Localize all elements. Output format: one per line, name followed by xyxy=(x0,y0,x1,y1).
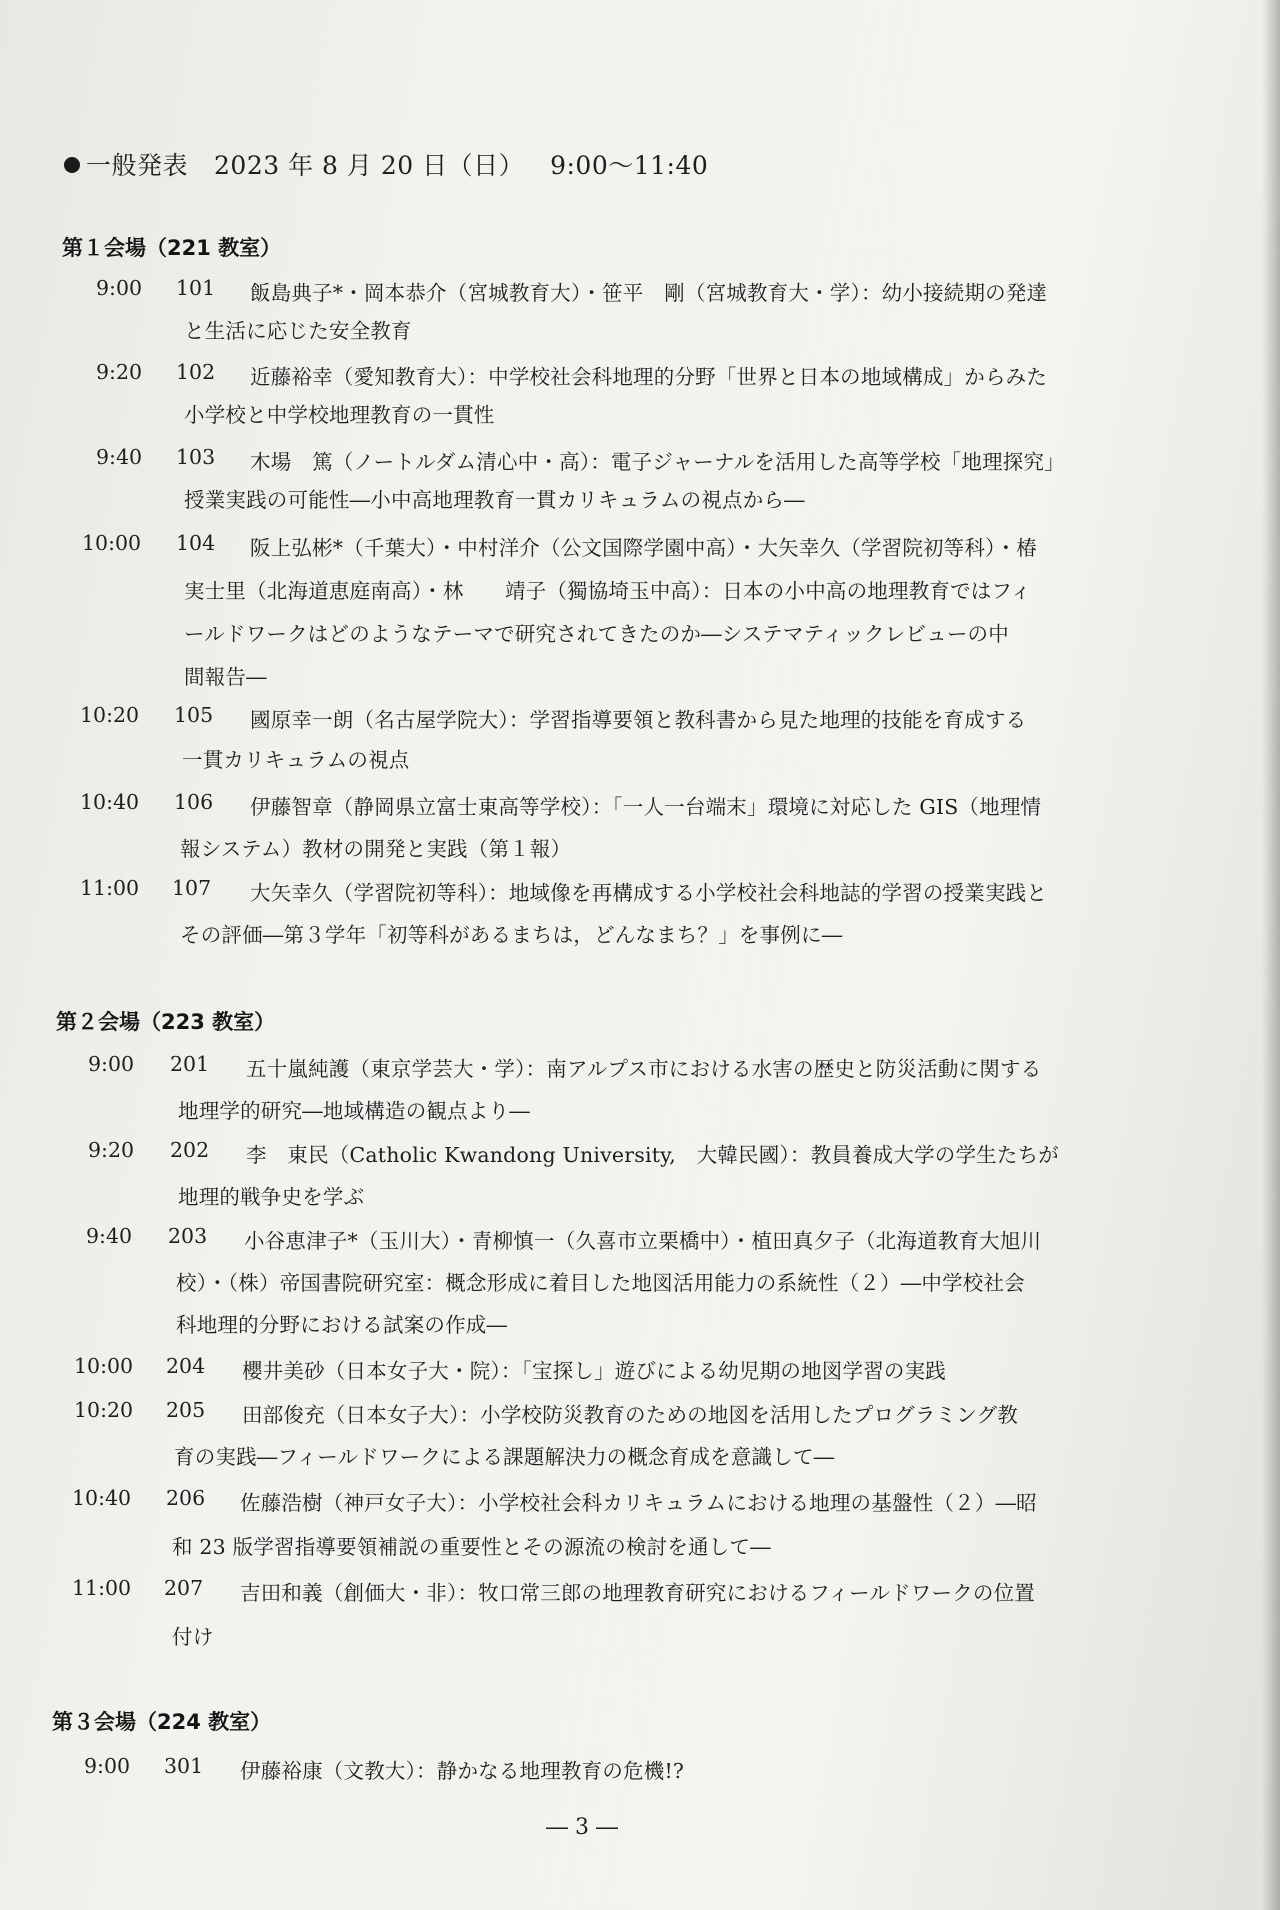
entry-code: 203 xyxy=(168,1224,208,1248)
entry-text-line: 地理学的研究―地域構造の観点より― xyxy=(178,1099,530,1123)
entry-time: 10:00 xyxy=(82,531,142,555)
session-time: 9:00〜11:40 xyxy=(550,151,709,180)
entry-code: 101 xyxy=(176,276,216,300)
entry-text-line: 田部俊充（日本女子大）：小学校防災教育のための地図を活用したプログラミング教 xyxy=(242,1403,1018,1427)
entry-time: 10:40 xyxy=(80,790,140,814)
session-title: 一般発表 xyxy=(86,151,189,180)
entry-code: 201 xyxy=(170,1052,210,1076)
entry-time: 9:20 xyxy=(88,1138,135,1162)
entry-text-line: ールドワークはどのようなテーマで研究されてきたのか―システマティックレビューの中 xyxy=(184,622,1009,646)
entry-text-line: その評価―第３学年「初等科があるまちは，どんなまち？」を事例に― xyxy=(180,923,843,947)
entry-text-line: 授業実践の可能性―小中高地理教育一貫カリキュラムの視点から― xyxy=(184,488,805,512)
entry-text-line: 阪上弘彬*（千葉大）・中村洋介（公文国際学園中高）・大矢幸久（学習院初等科）・椿 xyxy=(250,536,1037,560)
entry-text-line: 伊藤智章（静岡県立富士東高等学校）：「一人一台端末」環境に対応した GIS（地理情 xyxy=(250,795,1042,819)
entry-code: 206 xyxy=(166,1486,206,1510)
entry-time: 9:00 xyxy=(88,1052,135,1076)
entry-text-line: 大矢幸久（学習院初等科）：地域像を再構成する小学校社会科地誌的学習の授業実践と xyxy=(250,881,1048,905)
session-date: 2023 年 8 月 20 日（日） xyxy=(214,151,525,180)
entry-text-line: 校）・（株）帝国書院研究室：概念形成に着目した地図活用能力の系統性（２）―中学校社会 xyxy=(176,1271,1025,1295)
entry-text-line: 育の実践―フィールドワークによる課題解決力の概念育成を意識して― xyxy=(174,1445,835,1469)
entry-text-line: 櫻井美砂（日本女子大・院）：「宝探し」遊びによる幼児期の地図学習の実践 xyxy=(242,1359,946,1383)
page-edge-shadow xyxy=(1262,0,1280,1910)
entry-text-line: 佐藤浩樹（神戸女子大）：小学校社会科カリキュラムにおける地理の基盤性（２）―昭 xyxy=(240,1491,1037,1515)
entry-time: 10:20 xyxy=(74,1398,134,1422)
entry-text-line: 付け xyxy=(172,1625,214,1649)
entry-text-line: 科地理的分野における試案の作成― xyxy=(176,1313,508,1337)
entry-text-line: 伊藤裕康（文教大）：静かなる地理教育の危機!? xyxy=(240,1759,685,1783)
entry-text-line: 報システム）教材の開発と実践（第１報） xyxy=(180,837,572,861)
entry-text-line: 一貫カリキュラムの視点 xyxy=(182,748,410,772)
entry-text-line: 小谷恵津子*（玉川大）・青柳慎一（久喜市立栗橋中）・植田真夕子（北海道教育大旭川 xyxy=(244,1229,1042,1253)
entry-code: 107 xyxy=(172,876,212,900)
entry-time: 9:40 xyxy=(86,1224,133,1248)
entry-code: 204 xyxy=(166,1354,206,1378)
entry-time: 11:00 xyxy=(72,1576,132,1600)
entry-code: 102 xyxy=(176,360,216,384)
entry-text-line: 國原幸一朗（名古屋学院大）：学習指導要領と教科書から見た地理的技能を育成する xyxy=(250,708,1027,732)
entry-text-line: 地理的戦争史を学ぶ xyxy=(178,1185,365,1209)
entry-time: 10:40 xyxy=(72,1486,132,1510)
entry-text-line: 実士里（北海道恵庭南高）・林 靖子（獨協埼玉中高）：日本の小中高の地理教育ではフィ xyxy=(184,579,1032,603)
entry-time: 9:40 xyxy=(96,445,143,469)
entry-text-line: 木場 篤（ノートルダム清心中・高）：電子ジャーナルを活用した高等学校「地理探究」 xyxy=(250,450,1065,474)
venue-heading-1: 第１会場（221 教室） xyxy=(62,236,282,260)
entry-code: 106 xyxy=(174,790,214,814)
entry-text-line: 和 23 版学習指導要領補説の重要性とその源流の検討を通して― xyxy=(172,1535,771,1559)
entry-text-line: と生活に応じた安全教育 xyxy=(184,319,412,343)
entry-code: 205 xyxy=(166,1398,206,1422)
entry-time: 10:00 xyxy=(74,1354,134,1378)
entry-time: 9:20 xyxy=(96,360,143,384)
session-header xyxy=(64,146,708,182)
entry-text-line: 五十嵐純護（東京学芸大・学）：南アルプス市における水害の歴史と防災活動に関する xyxy=(246,1057,1042,1081)
entry-code: 104 xyxy=(176,531,216,555)
entry-text-line: 李 東民（Catholic Kwandong University, 大韓民國）：教員養成大学の学生たちが xyxy=(246,1143,1059,1167)
venue-heading-3: 第３会場（224 教室） xyxy=(52,1710,272,1734)
entry-text-line: 小学校と中学校地理教育の一貫性 xyxy=(184,403,495,427)
bullet-icon xyxy=(64,157,80,173)
entry-code: 105 xyxy=(174,703,214,727)
entry-code: 301 xyxy=(164,1754,204,1778)
entry-text-line: 吉田和義（創価大・非）：牧口常三郎の地理教育研究におけるフィールドワークの位置 xyxy=(240,1581,1035,1605)
page-number: ― 3 ― xyxy=(546,1815,618,1840)
entry-text-line: 間報告― xyxy=(184,665,267,689)
entry-time: 10:20 xyxy=(80,703,140,727)
entry-text-line: 近藤裕幸（愛知教育大）：中学校社会科地理的分野「世界と日本の地域構成」からみた xyxy=(250,365,1048,389)
entry-code: 207 xyxy=(164,1576,204,1600)
entry-time: 9:00 xyxy=(96,276,143,300)
entry-code: 103 xyxy=(176,445,216,469)
entry-code: 202 xyxy=(170,1138,210,1162)
venue-heading-2: 第２会場（223 教室） xyxy=(56,1010,276,1034)
entry-text-line: 飯島典子*・岡本恭介（宮城教育大）・笹平 剛（宮城教育大・学）：幼小接続期の発達 xyxy=(250,281,1048,305)
entry-time: 9:00 xyxy=(84,1754,131,1778)
entry-time: 11:00 xyxy=(80,876,140,900)
